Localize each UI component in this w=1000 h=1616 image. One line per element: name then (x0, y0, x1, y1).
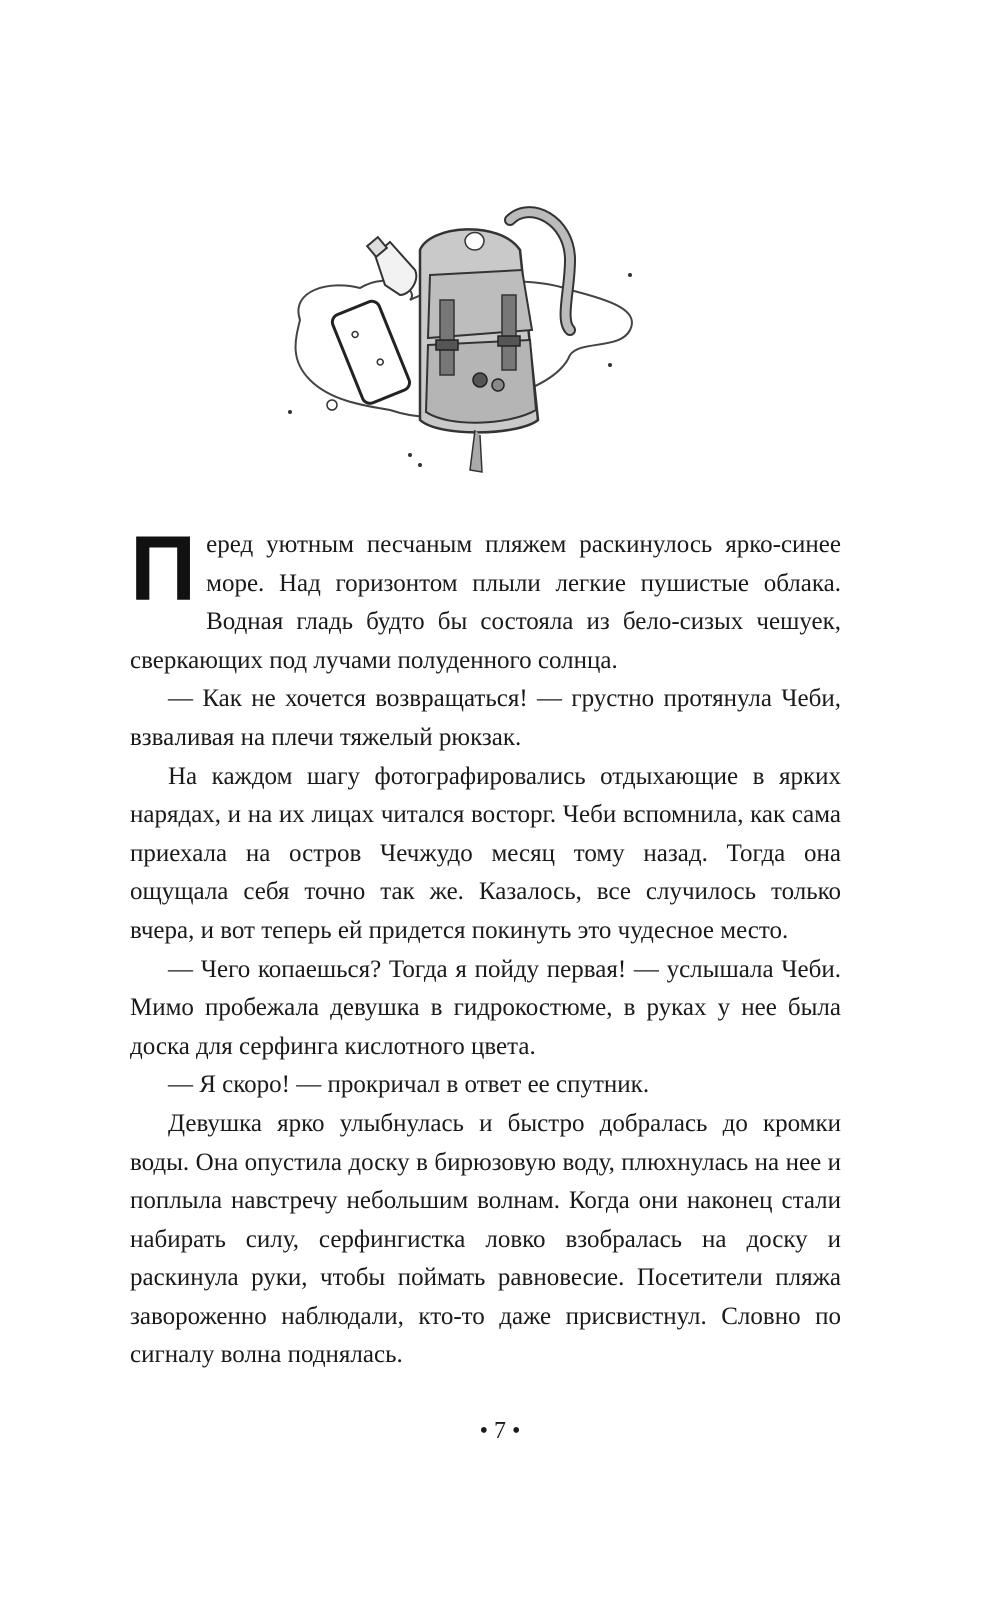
paragraph-4: — Чего копаешься? Тогда я пойду первая! — услышала Чеби. Мимо пробежала девушка в гидрокостюме, в руках у нее была доска для серфинга кислотного цвета. (130, 955, 841, 1060)
bottle-icon (367, 237, 416, 295)
page-number: • 7 • (479, 1418, 521, 1444)
paragraph-6: Девушка ярко улыбнулась и быстро добралась до кромки воды. Она опустила доску в бирюзовую воду, плюхнулась на нее и поплыла навстречу небольшим волнам. Когда они наконец стали набирать силу, серфингистка ловко взобралась на доску и раскинула руки, чтобы поймать равновесие. Посетители пляжа завороженно наблюдали, кто-то даже присвистнул. Словно по сигналу волна поднялась. (130, 1109, 841, 1369)
paragraph-5: — Я скоро! — прокричал в ответ ее спутник. (168, 1071, 650, 1099)
phone-icon (330, 299, 412, 406)
paragraph-2: — Как не хочется возвращаться! — грустно протянула Чеби, взваливая на плечи тяжелый рюкзак. (130, 685, 841, 751)
drop-cap: П (130, 518, 197, 620)
backpack-illustration (270, 180, 650, 500)
paragraph-3: На каждом шагу фотографировались отдыхающие в ярких нарядах, и на их лицах читался восторг. Чеби вспомнила, как сама приехала на остров Чечжудо месяц тому назад. Тогда она ощущала себя точно так же. Казалось, все случилось только вчера, и вот теперь ей придется покинуть это чудесное место. (130, 762, 841, 944)
chapter-text (130, 518, 841, 1375)
paragraph-1: Перед уютным песчаным пляжем раскинулось ярко-синее море. Над горизонтом плыли легкие пушистые облака. Водная гладь будто бы состояла из бело-сизых чешуек, сверкающих под лучами полуденного солнца. (130, 518, 841, 674)
backpack-icon (420, 212, 570, 472)
